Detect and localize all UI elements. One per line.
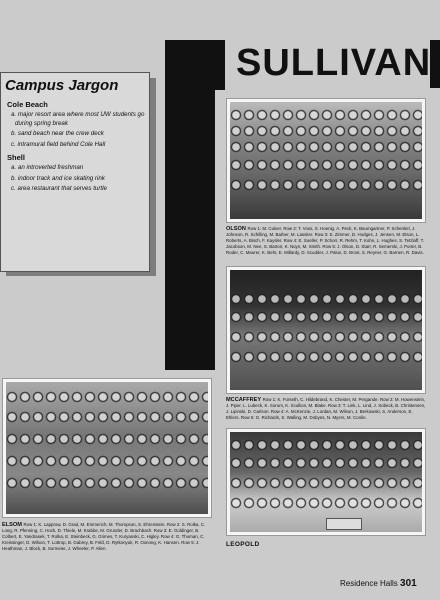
photo-figures-row	[230, 496, 422, 510]
definition-text: sand beach near the crew deck	[17, 130, 104, 137]
elsom-group-photo	[2, 378, 212, 518]
definition-marker: a.	[11, 111, 18, 118]
photo-figures-row	[230, 310, 422, 324]
photo-figures-row	[230, 292, 422, 306]
photo-figures-row	[230, 124, 422, 138]
photo-figures-row	[230, 330, 422, 344]
footer-section: Residence Halls	[340, 579, 398, 588]
photo-figures-row	[6, 476, 208, 490]
photo-figures-row	[6, 390, 208, 404]
jargon-box	[0, 72, 150, 272]
jargon-definition-list	[5, 164, 145, 194]
definition-marker: b.	[11, 130, 18, 137]
photo-figures-row	[230, 158, 422, 172]
hall-name: MCCAFFREY	[226, 397, 263, 403]
definition-marker: c.	[11, 140, 18, 148]
olson-photo-image	[230, 102, 422, 219]
jargon-definition	[5, 130, 145, 139]
definition-text: intramural field behind Cole Hall	[17, 140, 106, 148]
photo-figures-row	[230, 438, 422, 452]
photo-figures-row	[230, 350, 422, 364]
elsom-photo-image	[6, 382, 208, 514]
page-footer	[340, 578, 417, 589]
hall-name: OLSON	[226, 226, 248, 232]
elsom-caption	[2, 522, 212, 558]
hall-name: ELSOM	[2, 522, 24, 528]
photo-figures-row	[6, 432, 208, 446]
photo-figures-row	[230, 178, 422, 192]
caption-names: Row 1: M. Culver. Row 2: T. Voss, S. Hoenig, A. Peck, K. Baumgartner, P. Schenkel, J. Johnson, R. Schilling, M. Barber, M. Lassiter. Row 3: S. Zimmer, D. Hodges, J. Jensen, M. Elson, L. Roberts, A. Bisch, F. Kaysler. Row 4: E. Soeller, P. Schorr, R. Rehm, T. Kohn, L. Hughes, S. Tetzlaff, T. Jacobson, M. Nee, S. Barton, K. Nuyn, M. Smith. Row 5: J. Olson, D. Starr, R. Semerski, J. Porter, B. Roder, C. Maurer, K. Behr, E. Millardy, D. Scudder, J. Palus, D. Brost, S. Reyner, G. Barnen, R. Davis.	[226, 226, 424, 255]
olson-group-photo	[226, 98, 426, 223]
leopold-group-photo	[226, 428, 426, 536]
photo-banner	[326, 518, 362, 530]
caption-names: Row 1: K. Lapprow, D. Grad, M. Emmerich, M. Thompson, S. Ehrenstein. Row 2: S. Rolka, C. Long, R. Pfenning, C. Hock, D. Thiele, M. Krabbe, M. Grunder, D. Brachbach. Row 3: E. Goldinger, B. Colbert, E. Yandrasek, T. Rolka, E. Steinbeck, G. Grimes, T. Kuryanski, C. Higley. Row 4: G. Thoman, C. Kreissinger, D. Wilson, T. Lottrop, B. Gabrey, B. Feld, D. Rytkonyuk, R. Oxnong, K. Hansen. Row 5: J. Heathman, J. Block, B. Sormeier, J. Wheeler, P. Allen.	[2, 522, 206, 551]
header-stripe-horizontal	[165, 40, 225, 90]
jargon-term: Shell	[7, 153, 25, 162]
jargon-definition	[5, 185, 145, 194]
jargon-definition	[5, 164, 145, 173]
photo-figures-row	[230, 476, 422, 490]
page-title: SULLIVAN	[236, 42, 432, 84]
definition-text: major resort area where most UW students go during spring break	[15, 111, 145, 127]
definition-marker: c.	[11, 185, 18, 192]
jargon-definition	[5, 175, 145, 184]
photo-figures-row	[230, 108, 422, 122]
jargon-definition	[5, 141, 145, 150]
mccaffrey-group-photo	[226, 266, 426, 394]
mccaffrey-photo-image	[230, 270, 422, 390]
jargon-term: Cole Beach	[7, 100, 48, 109]
photo-figures-row	[230, 456, 422, 470]
definition-marker: a.	[11, 164, 18, 171]
photo-figures-row	[6, 454, 208, 468]
leopold-photo-image	[230, 432, 422, 532]
mccaffrey-caption	[226, 397, 426, 425]
jargon-definition-list	[5, 111, 145, 149]
definition-marker: b.	[11, 174, 18, 182]
definition-text: indoor track and ice skating rink	[17, 174, 105, 182]
page-number: 301	[400, 578, 417, 589]
definition-text: an introverted freshman	[17, 164, 84, 171]
photo-figures-row	[230, 140, 422, 154]
definition-text: area restaurant that serves turtle	[17, 185, 107, 192]
caption-names: Row 1: K. Forseth, C. Hildebrand, K. Chester, M. Pergande. Row 2: M. Howenstein, J. Piper, L. Lubeck, K. Sorum, K. Scullion, M. Blake. Row 3: T. Link, L. Lind, J. Sobeck, B. Christensen, J. Lipinski, D. Carlson. Row 4: A. McKenzie, J. Lordan, M. Wilson, J. Berkowski, S. Anderson, E. Ehlers. Row 5: G. Richards, S. Walling, M. Dobyns, N. Myers, M. Conlin.	[226, 397, 426, 420]
header-stripe-edge	[430, 40, 440, 88]
jargon-title: Campus Jargon	[5, 77, 119, 94]
olson-caption	[226, 226, 426, 258]
photo-figures-row	[6, 410, 208, 424]
jargon-definition	[5, 111, 145, 128]
leopold-label: LEOPOLD	[226, 541, 260, 548]
